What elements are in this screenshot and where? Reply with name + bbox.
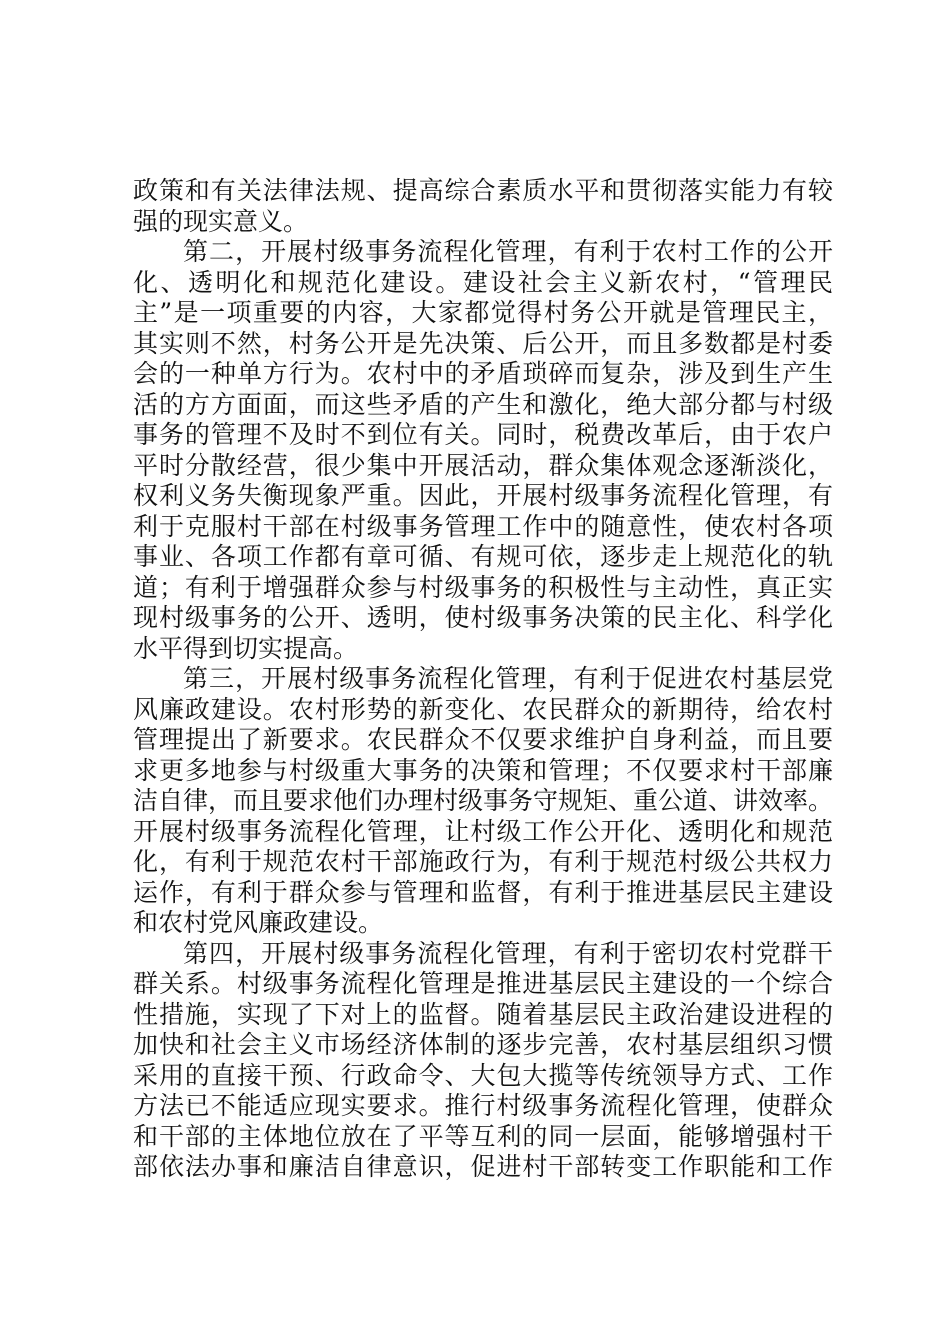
text-line: 部依法办事和廉洁自律意识，促进村干部转变工作职能和工作: [133, 1152, 833, 1181]
text-line: 性措施，实现了下对上的监督。随着基层民主政治建设进程的: [133, 999, 833, 1029]
text-line: 平时分散经营，很少集中开展活动，群众集体观念逐渐淡化，: [133, 450, 833, 480]
text-line: 群关系。村级事务流程化管理是推进基层民主建设的一个综合: [133, 969, 833, 998]
text-line: 开展村级事务流程化管理，让村级工作公开化、透明化和规范: [133, 816, 833, 846]
text-line: 化，有利于规范农村干部施政行为，有利于规范村级公共权力: [133, 847, 833, 876]
text-line: 方法已不能适应现实要求。推行村级事务流程化管理，使群众: [133, 1091, 833, 1120]
text-line: 强的现实意义。: [133, 206, 309, 236]
text-line: 和农村党风廉政建设。: [133, 908, 384, 937]
text-line: 会的一种单方行为。农村中的矛盾琐碎而复杂，涉及到生产生: [133, 359, 833, 388]
text-line: 现村级事务的公开、透明，使村级事务决策的民主化、科学化: [133, 603, 833, 632]
text-line: 管理提出了新要求。农民群众不仅要求维护自身利益，而且要: [133, 725, 833, 754]
text-line: 利于克服村干部在村级事务管理工作中的随意性，使农村各项: [133, 511, 833, 541]
text-line: 其实则不然，村务公开是先决策、后公开，而且多数都是村委: [133, 328, 833, 358]
text-line: 洁自律，而且要求他们办理村级事务守规矩、重公道、讲效率。: [133, 786, 834, 815]
paragraph-first-line: 第四，开展村级事务流程化管理，有利于密切农村党群干: [183, 938, 833, 968]
text-line: 政策和有关法律法规、提高综合素质水平和贯彻落实能力有较: [133, 176, 833, 205]
text-line: 事务的管理不及时不到位有关。同时，税费改革后，由于农户: [133, 420, 833, 449]
text-line: 加快和社会主义市场经济体制的逐步完善，农村基层组织习惯: [133, 1030, 833, 1059]
text-line: 水平得到切实提高。: [133, 633, 359, 663]
text-line: 运作，有利于群众参与管理和监督，有利于推进基层民主建设: [133, 877, 833, 907]
text-line: 风廉政建设。农村形势的新变化、农民群众的新期待，给农村: [133, 694, 833, 724]
text-line: 活的方方面面，而这些矛盾的产生和激化，绝大部分都与村级: [133, 389, 833, 419]
paragraph-first-line: 第二，开展村级事务流程化管理，有利于农村工作的公开: [183, 237, 833, 266]
paragraph-first-line: 第三，开展村级事务流程化管理，有利于促进农村基层党: [183, 664, 833, 693]
text-line: 采用的直接干预、行政命令、大包大揽等传统领导方式、工作: [133, 1060, 833, 1090]
text-line: 权利义务失衡现象严重。因此，开展村级事务流程化管理，有: [133, 481, 833, 510]
text-line: 主”是一项重要的内容，大家都觉得村务公开就是管理民主，: [133, 298, 833, 327]
text-line: 道；有利于增强群众参与村级事务的积极性与主动性，真正实: [133, 572, 833, 602]
text-line: 求更多地参与村级重大事务的决策和管理；不仅要求村干部廉: [133, 755, 833, 785]
text-line: 事业、各项工作都有章可循、有规可依，逐步走上规范化的轨: [133, 542, 833, 571]
document-body-text: [133, 176, 833, 1183]
text-line: 化、透明化和规范化建设。建设社会主义新农村，“管理民: [133, 267, 833, 297]
text-line: 和干部的主体地位放在了平等互利的同一层面，能够增强村干: [133, 1121, 833, 1151]
